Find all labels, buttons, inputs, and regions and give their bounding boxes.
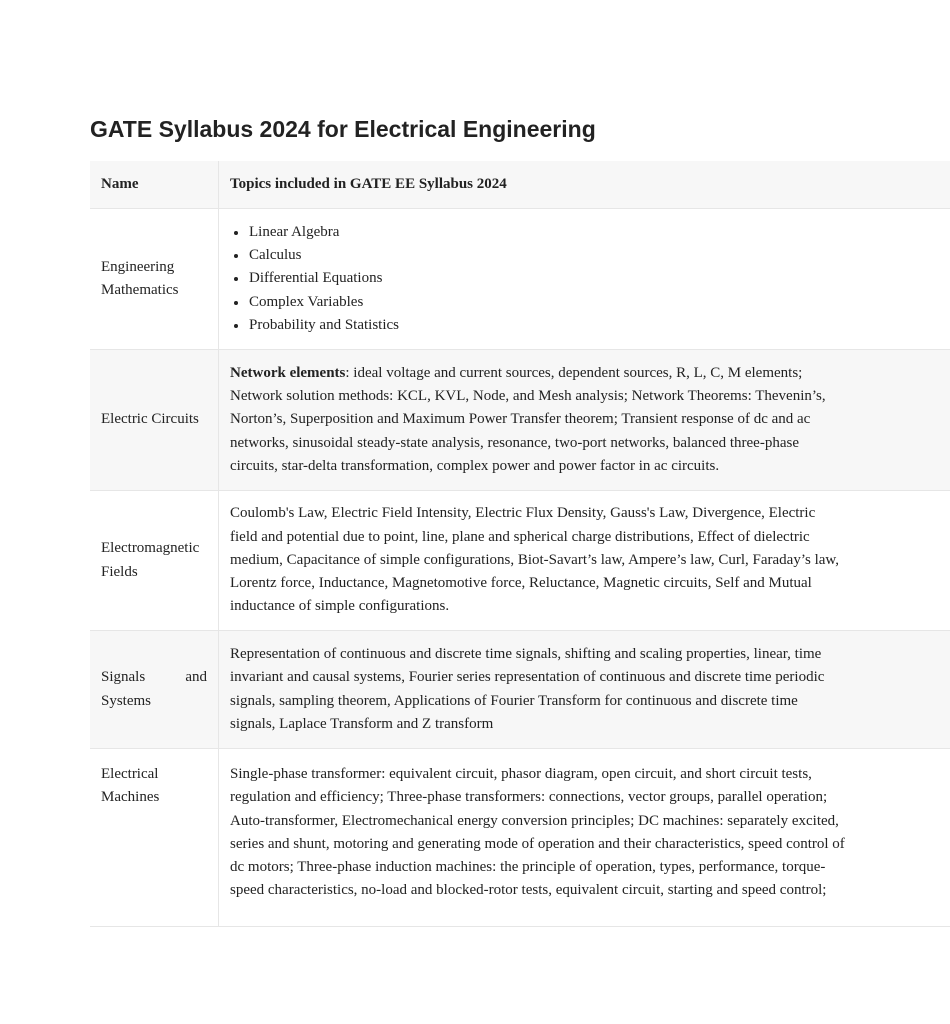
table-row [90,631,950,749]
page-title: GATE Syllabus 2024 for Electrical Engineering [90,116,596,142]
topic-line: speed characteristics, no-load and blocked-rotor tests, equivalent circuit, starting and speed control; [230,882,827,899]
topic-line: regulation and efficiency; Three-phase transformers: connections, vector groups, parallel operation; [230,789,828,806]
subject-topics [219,209,950,350]
topic-line: Coulomb's Law, Electric Field Intensity, Electric Flux Density, Gauss's Law, Divergence, Electric [230,505,816,522]
topic-line: field and potential due to point, line, plane and spherical charge distributions, Effect of dielectric [230,528,810,545]
list-item: Linear Algebra [249,221,939,244]
header-topics: Topics included in GATE EE Syllabus 2024 [219,161,950,209]
table-row [90,491,950,631]
topic-line: Lorentz force, Inductance, Magnetomotive force, Reluctance, Magnetic circuits, Self and Mutual [230,575,812,592]
topic-line: invariant and causal systems, Fourier series representation of continuous and discrete time periodic [230,669,825,686]
subject-name [90,631,219,749]
header-name: Name [90,161,219,209]
table-row [90,749,950,927]
subject-topics [219,350,950,491]
topic-line: series and shunt, motoring and generating mode of operation and their characteristics, speed control of [230,835,845,852]
subject-topics [219,631,950,749]
subject-name-line: Engineering [101,258,175,275]
subject-name-line: Mathematics [101,282,179,298]
list-item: Differential Equations [249,267,939,290]
subject-name [90,209,219,350]
topic-list [230,221,939,337]
topic-line: circuits, star-delta transformation, complex power and power factor in ac circuits. [230,457,720,474]
subject-name [90,491,219,631]
topic-line: signals, Laplace Transform and Z transform [230,715,494,732]
subject-topics [219,749,950,927]
topic-line: inductance of simple configurations. [230,598,450,615]
topic-line-text: : ideal voltage and current sources, dependent sources, R, L, C, M elements; [345,364,803,381]
topic-line: Auto-transformer, Electromechanical energy conversion principles; DC machines: separately excited, [230,812,839,829]
subject-name [90,749,219,927]
topic-line: dc motors; Three-phase induction machines: the principle of operation, types, performance, torque- [230,859,826,876]
subject-name-line: Machines [101,789,160,806]
topic-line: signals, sampling theorem, Applications of Fourier Transform for continuous and discrete time [230,692,798,709]
topic-line: Norton’s, Superposition and Maximum Power Transfer theorem; Transient response of dc and ac [230,411,811,428]
subject-name-line: Electromagnetic [101,540,200,557]
list-item: Complex Variables [249,291,939,314]
subject-name-line: Fields [101,563,138,580]
topic-line: Network solution methods: KCL, KVL, Node, and Mesh analysis; Network Theorems: Thevenin’s, [230,388,826,405]
subject-name-line: Electrical [101,766,159,782]
syllabus-table [90,161,950,927]
subject-name-line: Signals and [101,669,207,686]
subject-name [90,350,219,491]
topic-line [230,362,939,385]
subject-name-line: Systems [101,692,152,709]
network-elements-label: Network elements [230,364,346,381]
topic-line: medium, Capacitance of simple configurations, Biot-Savart’s law, Ampere’s law, Curl, Faraday’s law, [230,551,840,568]
table-row [90,350,950,491]
topic-line: Single-phase transformer: equivalent circuit, phasor diagram, open circuit, and short circuit tests, [230,766,812,782]
topic-line: Representation of continuous and discrete time signals, shifting and scaling properties, linear, time [230,645,822,662]
subject-topics [219,491,950,631]
syllabus-table-container[interactable] [90,161,845,927]
subject-name-line: Electric Circuits [101,411,199,428]
list-item: Probability and Statistics [249,314,939,337]
list-item: Calculus [249,244,939,267]
topic-line: networks, sinusoidal steady-state analysis, resonance, two-port networks, balanced three-phase [230,434,799,451]
table-row [90,209,950,350]
table-header-row [90,161,950,209]
